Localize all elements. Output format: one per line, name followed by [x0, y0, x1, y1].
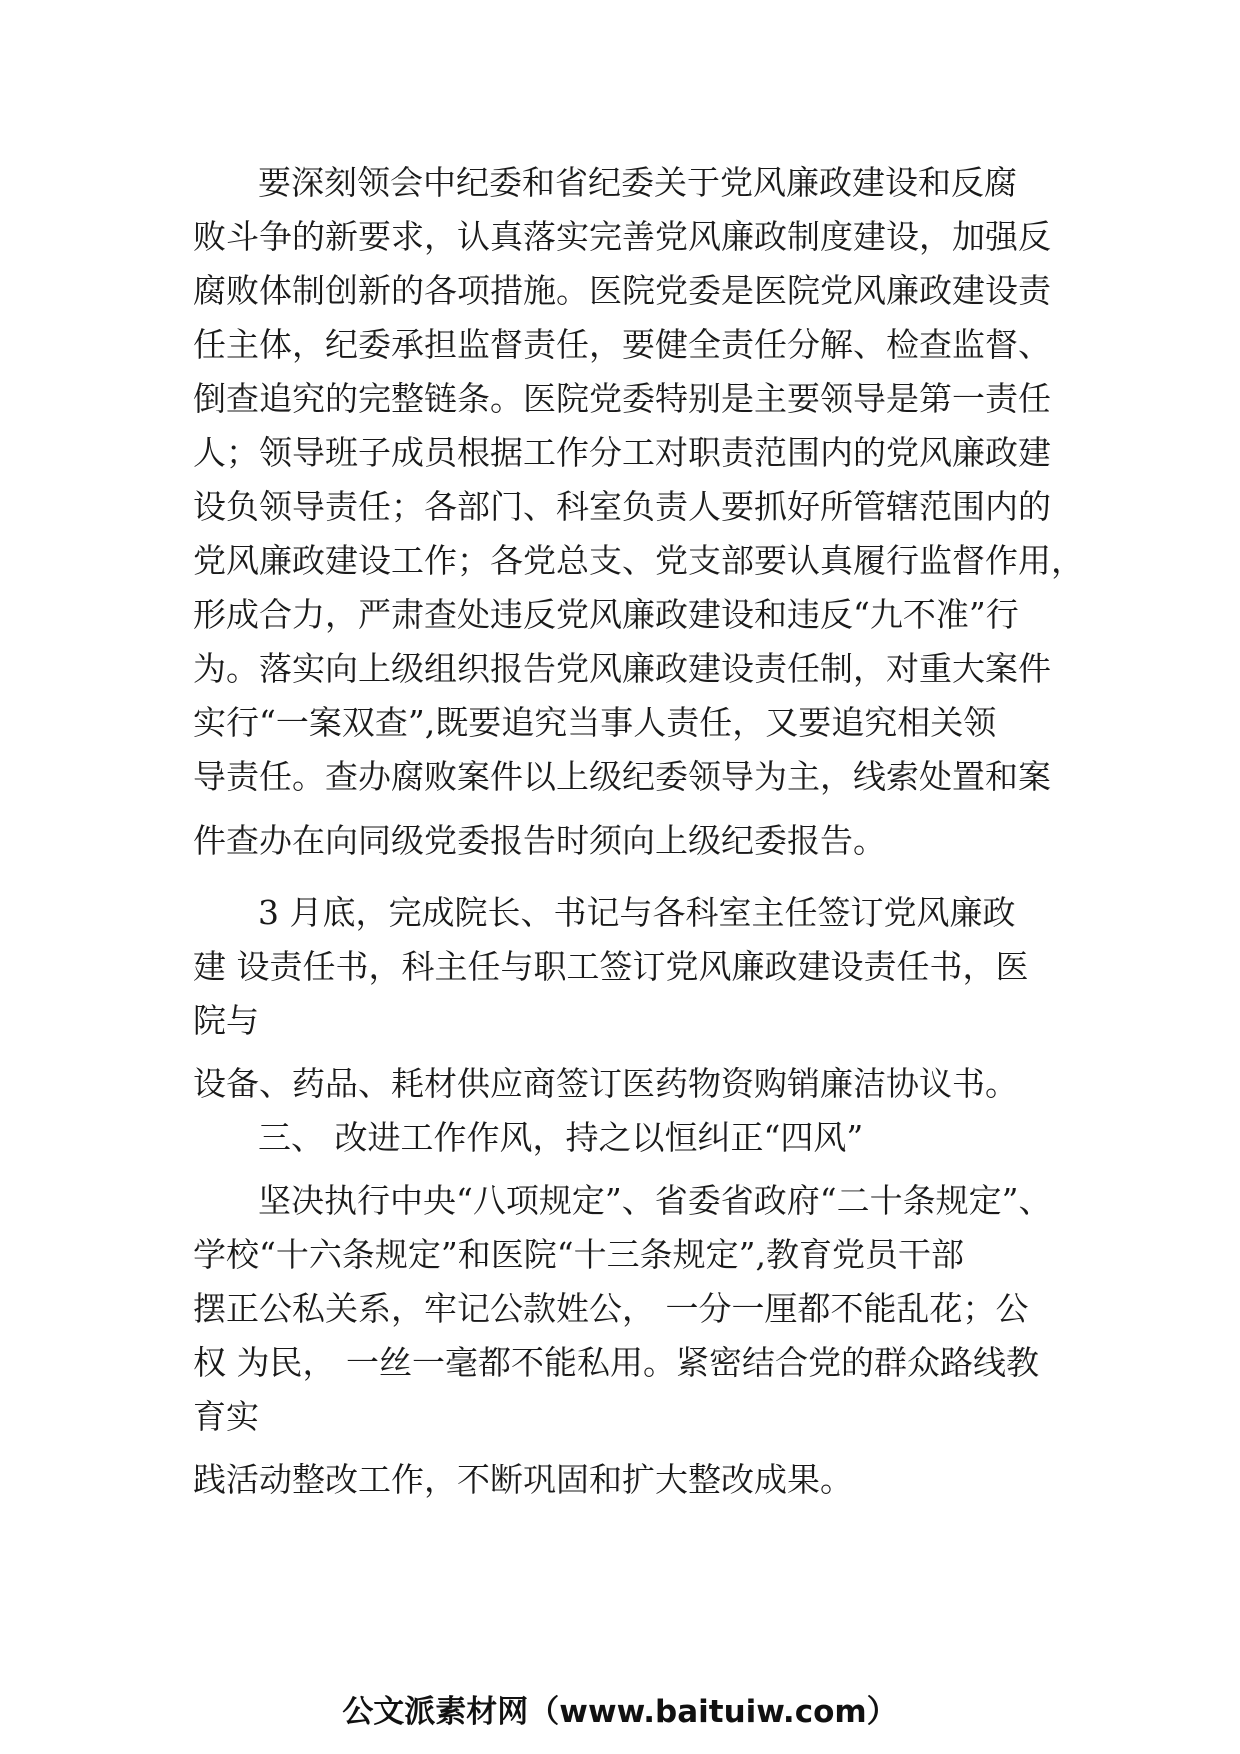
paragraph-1-line-2: 败斗争的新要求，认真落实完善党风廉政制度建设，加强反	[193, 217, 1051, 256]
paragraph-1-line-8: 党风廉政建设工作；各党总支、党支部要认真履行监督作用，	[193, 541, 1084, 580]
paragraph-1-line-13: 件查办在向同级党委报告时须向上级纪委报告。	[193, 821, 886, 860]
paragraph-1-line-11: 实行“一案双查”,既要追究当事人责任，又要追究相关领	[193, 703, 997, 742]
paragraph-1-line-6: 人；领导班子成员根据工作分工对职责范围内的党风廉政建	[193, 433, 1051, 472]
paragraph-2-line-1: 3 月底，完成院长、书记与各科室主任签订党风廉政	[258, 893, 1016, 932]
paragraph-1-line-3: 腐败体制创新的各项措施。医院党委是医院党风廉政建设责	[193, 271, 1051, 310]
paragraph-3-line-2: 学校“十六条规定”和医院“十三条规定”,教育党员干部	[193, 1235, 964, 1274]
paragraph-2-line-4: 设备、药品、耗材供应商签订医药物资购销廉洁协议书。	[193, 1064, 1018, 1103]
paragraph-1-line-1: 要深刻领会中纪委和省纪委关于党风廉政建设和反腐	[258, 163, 1017, 202]
paragraph-1-line-4: 任主体，纪委承担监督责任，要健全责任分解、检查监督、	[193, 325, 1051, 364]
paragraph-3-line-3: 摆正公私关系，牢记公款姓公， 一分一厘都不能乱花；公	[193, 1289, 1029, 1328]
paragraph-1-line-10: 为。落实向上级组织报告党风廉政建设责任制，对重大案件	[193, 649, 1051, 688]
paragraph-3-line-5: 育实	[193, 1397, 259, 1436]
section-heading-3: 三、 改进工作作风，持之以恒纠正“四风”	[258, 1118, 864, 1157]
paragraph-3-line-1: 坚决执行中央“八项规定”、省委省政府“二十条规定”、	[258, 1181, 1052, 1220]
paragraph-1-line-5: 倒查追究的完整链条。医院党委特别是主要领导是第一责任	[193, 379, 1051, 418]
paragraph-2-line-2: 建 设责任书，科主任与职工签订党风廉政建设责任书，医	[193, 947, 1029, 986]
paragraph-1-line-9: 形成合力，严肃查处违反党风廉政建设和违反“九不准”行	[193, 595, 1019, 634]
paragraph-3-line-4: 权 为民， 一丝一毫都不能私用。紧密结合党的群众路线教	[193, 1343, 1039, 1382]
paragraph-1-line-12: 导责任。查办腐败案件以上级纪委领导为主，线索处置和案	[193, 757, 1051, 796]
paragraph-2-line-3: 院与	[193, 1001, 259, 1040]
paragraph-1-line-7: 设负领导责任；各部门、科室负责人要抓好所管辖范围内的	[193, 487, 1051, 526]
footer-source: 公文派素材网（www.baituiw.com）	[342, 1694, 898, 1730]
paragraph-3-line-6: 践活动整改工作，不断巩固和扩大整改成果。	[193, 1460, 853, 1499]
